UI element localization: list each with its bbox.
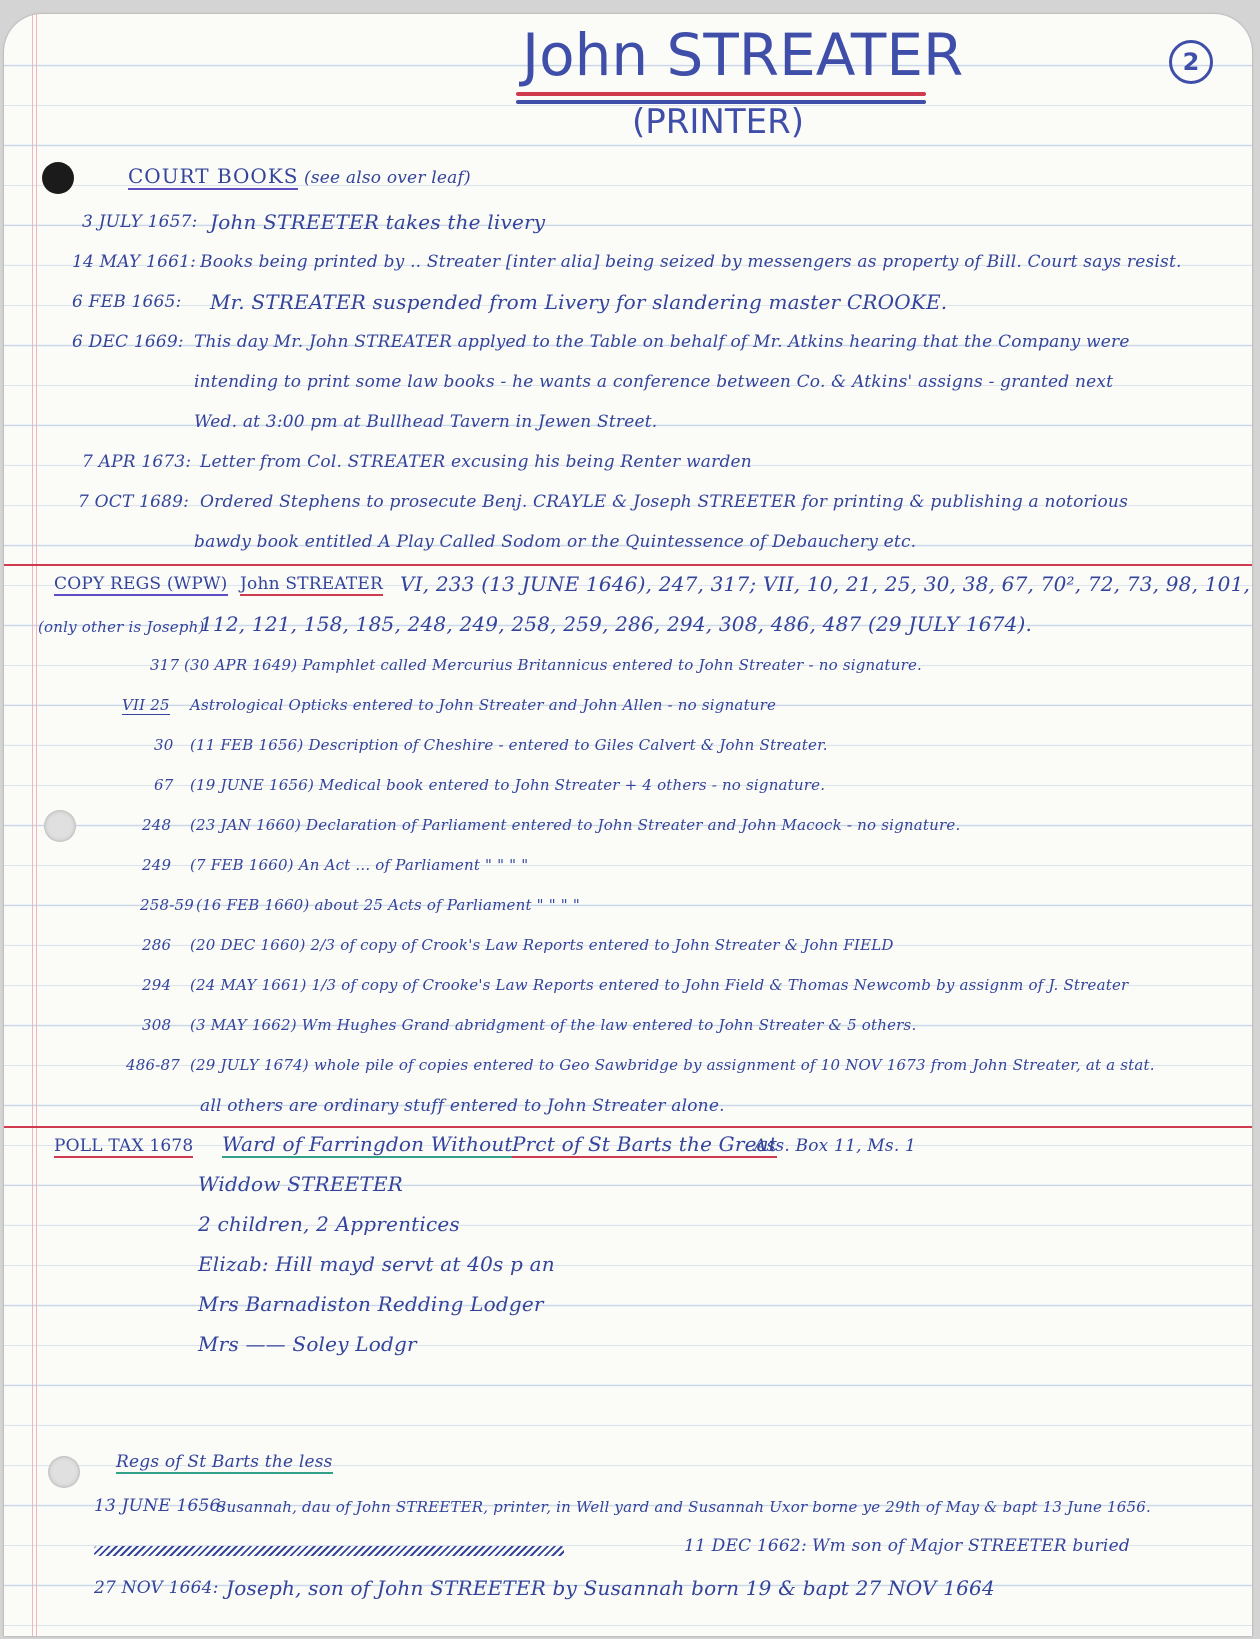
register-entry-date: 13 JUNE 1656:	[94, 1496, 227, 1516]
title-underline	[516, 92, 926, 96]
copy-reg-ref: 308	[142, 1016, 172, 1034]
court-entry-text: John STREETER takes the livery	[210, 210, 546, 234]
copy-reg-ref: 317	[150, 656, 180, 674]
section-divider	[4, 1126, 1252, 1128]
court-entry-text: Letter from Col. STREATER excusing his being Renter warden	[200, 452, 752, 472]
copy-reg-ref: 30	[154, 736, 174, 754]
court-entry-date: 3 JULY 1657:	[82, 212, 198, 232]
register-entry-date: 11 DEC 1662:	[684, 1536, 807, 1556]
margin-line	[32, 14, 33, 1636]
court-entry-date: 14 MAY 1661:	[72, 252, 197, 272]
court-books-heading: COURT BOOKS	[128, 164, 299, 188]
crossed-out-text	[94, 1546, 564, 1556]
court-entry-text: intending to print some law books - he wants a conference between Co. & Atkins' assigns - granted next	[194, 372, 1114, 392]
copy-regs-list: 112, 121, 158, 185, 248, 249, 258, 259, 286, 294, 308, 486, 487 (29 JULY 1674).	[200, 612, 1033, 636]
poll-tax-precinct: Prct of St Barts the Great	[512, 1132, 777, 1156]
copy-reg-text: Astrological Opticks entered to John Streater and John Allen - no signature	[190, 696, 777, 714]
register-entry-text: Joseph, son of John STREETER by Susannah born 19 & bapt 27 NOV 1664	[226, 1576, 995, 1600]
copy-reg-text: (29 JULY 1674) whole pile of copies entered to Geo Sawbridge by assignment of 10 NOV 1673 from John Streater, at a stat.	[190, 1056, 1155, 1074]
copy-reg-text: (24 MAY 1661) 1/3 of copy of Crooke's Law Reports entered to John Field & Thomas Newcomb by assignm of J. Streater	[190, 976, 1129, 994]
court-entry-date: 6 DEC 1669:	[72, 332, 184, 352]
copy-regs-heading: COPY REGS (WPW)	[54, 574, 228, 594]
register-entry-text: Wm son of Major STREETER buried	[812, 1536, 1130, 1556]
copy-regs-note: (only other is Joseph)	[38, 618, 205, 636]
copy-reg-text: (19 JUNE 1656) Medical book entered to John Streater + 4 others - no signature.	[190, 776, 826, 794]
copy-regs-name: John STREATER	[240, 574, 384, 594]
court-entry-text: Ordered Stephens to prosecute Benj. CRAYLE & Joseph STREETER for printing & publishing a notorious	[200, 492, 1128, 512]
copy-reg-text: (7 FEB 1660) An Act ... of Parliament " " " "	[190, 856, 529, 874]
copy-reg-text: (16 FEB 1660) about 25 Acts of Parliament " " " "	[196, 896, 580, 914]
copy-reg-ref: VII 25	[122, 696, 170, 714]
poll-tax-line: Elizab: Hill mayd servt at 40s p an	[198, 1252, 555, 1276]
court-entry-text: bawdy book entitled A Play Called Sodom or the Quintessence of Debauchery etc.	[194, 532, 917, 552]
copy-reg-text: (20 DEC 1660) 2/3 of copy of Crook's Law Reports entered to John Streater & John FIELD	[190, 936, 894, 954]
copy-reg-ref: 286	[142, 936, 172, 954]
poll-tax-line: Mrs —— Soley Lodgr	[198, 1332, 417, 1356]
court-entry-text: Mr. STREATER suspended from Livery for slandering master CROOKE.	[210, 290, 948, 314]
copy-reg-text: (11 FEB 1656) Description of Cheshire - entered to Giles Calvert & John Streater.	[190, 736, 828, 754]
page-subtitle: (PRINTER)	[632, 102, 804, 142]
poll-tax-reference: Ass. Box 11, Ms. 1	[754, 1136, 917, 1156]
court-entry-date: 7 OCT 1689:	[78, 492, 190, 512]
court-entry-text: Books being printed by .. Streater [inter alia] being seized by messengers as property of Bill. Court says resist.	[200, 252, 1182, 272]
court-entry-text: Wed. at 3:00 pm at Bullhead Tavern in Jewen Street.	[194, 412, 658, 432]
notebook-page	[4, 14, 1252, 1636]
punch-hole	[48, 1456, 80, 1488]
copy-reg-ref: 249	[142, 856, 172, 874]
court-entry-date: 6 FEB 1665:	[72, 292, 182, 312]
copy-reg-text: (3 MAY 1662) Wm Hughes Grand abridgment of the law entered to John Streater & 5 others.	[190, 1016, 917, 1034]
poll-tax-line: 2 children, 2 Apprentices	[198, 1212, 460, 1236]
copy-reg-ref: 486-87	[126, 1056, 180, 1074]
page-title: John STREATER	[522, 21, 964, 89]
poll-tax-line: Mrs Barnadiston Redding Lodger	[198, 1292, 544, 1316]
register-entry-text: Susannah, dau of John STREETER, printer, in Well yard and Susannah Uxor borne ye 29th of May & bapt 13 June 1656.	[216, 1498, 1151, 1516]
punch-hole	[42, 162, 74, 194]
copy-reg-ref: 258-59	[140, 896, 194, 914]
punch-hole	[44, 810, 76, 842]
poll-tax-heading: POLL TAX 1678	[54, 1136, 194, 1156]
copy-reg-text: (23 JAN 1660) Declaration of Parliament entered to John Streater and John Macock - no signature.	[190, 816, 961, 834]
copy-regs-list: VI, 233 (13 JUNE 1646), 247, 317; VII, 10, 21, 25, 30, 38, 67, 70², 72, 73, 98, 101,	[400, 572, 1251, 596]
court-entry-text: This day Mr. John STREATER applyed to the Table on behalf of Mr. Atkins hearing that the Company were	[194, 332, 1130, 352]
register-entry-date: 27 NOV 1664:	[94, 1578, 219, 1598]
court-books-note: (see also over leaf)	[304, 168, 471, 188]
registers-heading: Regs of St Barts the less	[116, 1452, 333, 1472]
section-divider	[4, 564, 1252, 566]
margin-line	[36, 14, 37, 1636]
poll-tax-line: Widdow STREETER	[198, 1172, 404, 1196]
copy-reg-ref: 67	[154, 776, 174, 794]
copy-reg-ref: 294	[142, 976, 172, 994]
poll-tax-ward: Ward of Farringdon Without	[222, 1132, 513, 1156]
copy-regs-footer: all others are ordinary stuff entered to John Streater alone.	[200, 1096, 725, 1116]
court-entry-date: 7 APR 1673:	[82, 452, 192, 472]
copy-reg-ref: 248	[142, 816, 172, 834]
copy-reg-text: (30 APR 1649) Pamphlet called Mercurius Britannicus entered to John Streater - no signature.	[184, 656, 923, 674]
page-number: 2	[1169, 40, 1213, 84]
